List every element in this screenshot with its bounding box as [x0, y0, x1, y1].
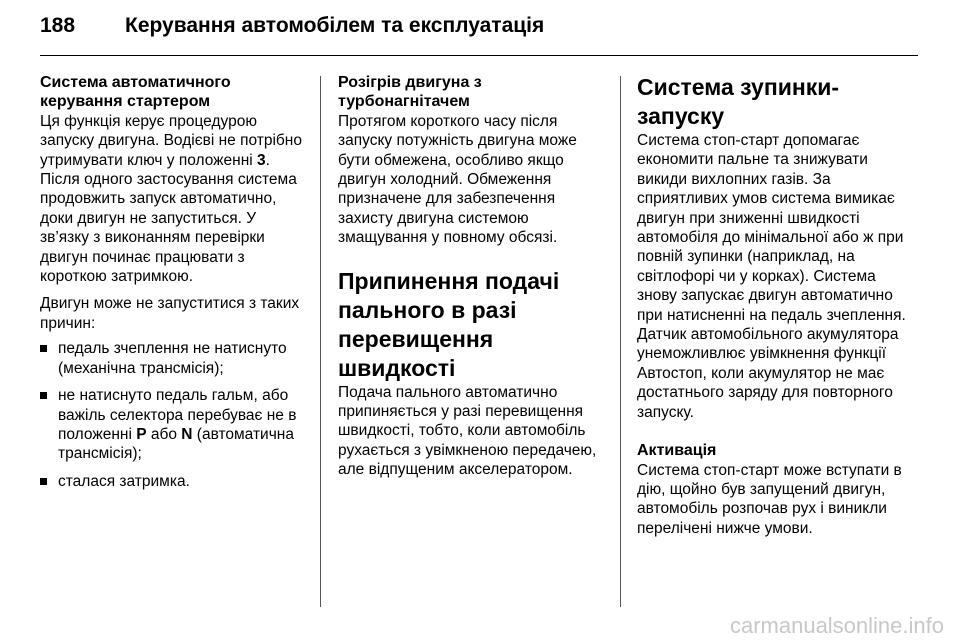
column-divider-2 — [620, 76, 621, 607]
start-failure-intro: Двигун може не запуститися з таких причин: — [40, 295, 300, 332]
starter-paragraph: Ця функція керує процедурою запуску двигуна. Водієві не потрібно утримувати ключ у положенні 3. Після одного застосування система продовжить запуск автоматично, доки двигун не запуститься. У зв’язку з виконанням перевірки двигун починає працювати з короткою затримкою. — [40, 112, 302, 286]
section-heading-turbo: Розігрів двигуна з турбонагнітачем — [338, 74, 482, 111]
list-item: не натиснуто педаль гальм, або важіль селектора перебуває не в положенні P або N (автоматична трансмісія); — [40, 386, 306, 464]
list-item: сталася затримка. — [40, 472, 306, 491]
column-middle — [338, 73, 608, 480]
page-title: Керування автомобілем та експлуатація — [125, 14, 545, 37]
header-rule — [40, 55, 918, 56]
column-left — [40, 73, 306, 499]
page-number: 188 — [40, 14, 76, 37]
watermark-logo: carmanualsonline.info — [729, 613, 944, 638]
bullet-square-icon — [40, 345, 47, 352]
section-heading-fuel-cutoff: Припинення подачі пального в разі перевищення швидкості — [338, 267, 560, 381]
list-item: педаль зчеплення не натиснуто (механічна трансмісія); — [40, 339, 306, 378]
section-heading-stop-start: Система зупинки-запуску — [637, 74, 840, 129]
start-failure-reasons — [40, 339, 306, 491]
section-heading-activation: Активація — [637, 442, 717, 460]
turbo-paragraph: Протягом короткого часу після запуску потужність двигуна може бути обмежена, особливо якщо двигун холодний. Обмеження призначене для забезпечення захисту двигуна системою змащування у повному обсязі. — [338, 112, 577, 247]
bullet-square-icon — [40, 392, 47, 399]
column-divider-1 — [320, 76, 321, 607]
column-right — [637, 73, 911, 538]
activation-paragraph: Система стоп-старт може вступати в дію, щойно був запущений двигун, автомобіль розпочав рух і виникли перелічені нижче умови. — [637, 461, 902, 537]
bullet-square-icon — [40, 478, 47, 485]
fuel-cutoff-paragraph: Подача пального автоматично припиняється у разі перевищення швидкості, тобто, коли автомобіль рухається з увімкненою передачею, але відпущеним акселератором. — [338, 383, 597, 479]
stop-start-paragraph: Система стоп-старт допомагає економити пальне та знижувати викиди вихлопних газів. За сприятливих умов система вимикає двигун при зниженні швидкості автомобіля до мінімальної або ж при повній зупинки (наприклад, на світлофорі чи у корках). Система знову запускає двигун автоматично при натисненні на педаль зчеплення. Датчик автомобільного акумулятора унеможливлює увімкнення функції Автостоп, коли акумулятор не має достатнього заряду для повторного запуску. — [637, 132, 906, 421]
section-heading-starter: Система автоматичного керування стартером — [40, 74, 231, 111]
